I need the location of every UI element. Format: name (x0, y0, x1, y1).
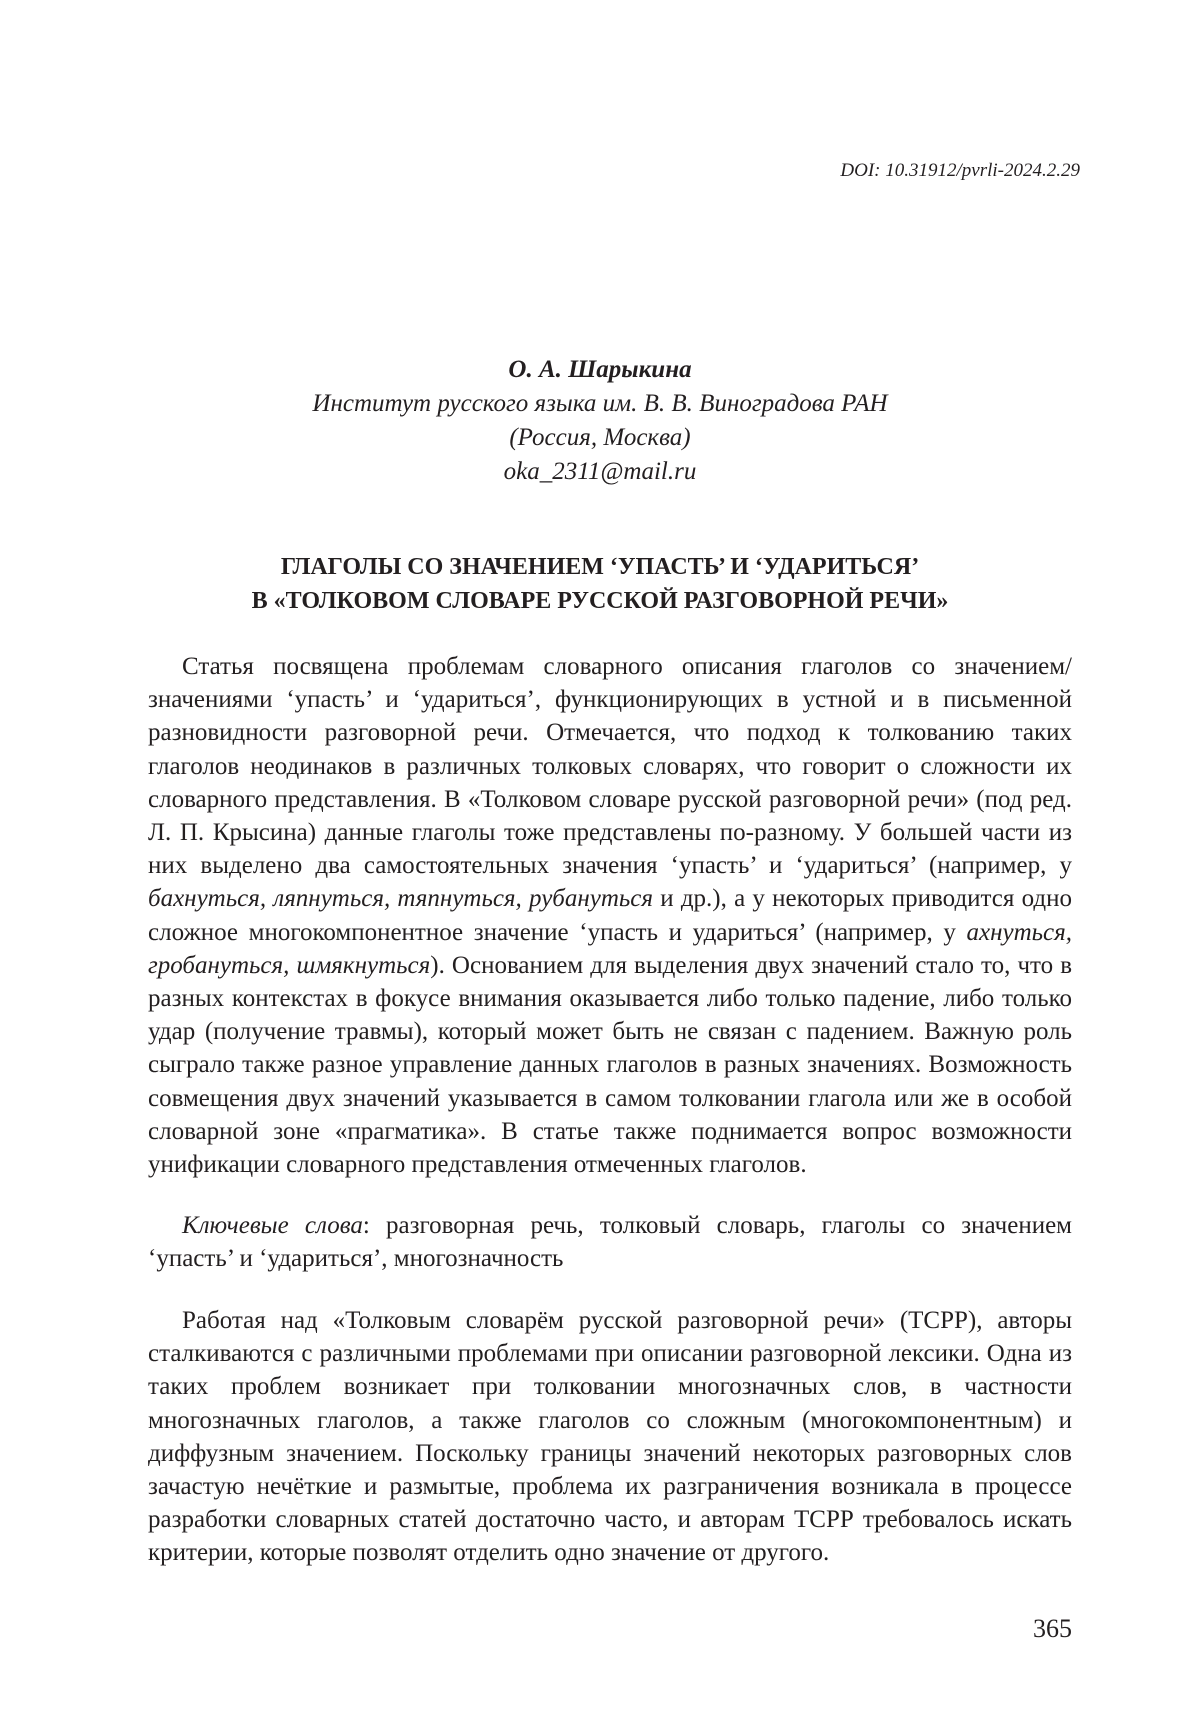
abstract-text-3: ). Основанием для выделения двух значений стало то, что в разных контекстах в фокусе внимания оказывается либо только падение, либо только удар (получение травмы), который может быть не связан с падением. Важную роль сыграло также разное управление данных глаголов в разных значениях. Возможность совмещения двух значений указывается в самом толковании глагола или же в особой словарной зоне «прагматика». В статье также поднимается вопрос возможности унификации словарного представления отмеченных глаголов. (148, 951, 1072, 1179)
keywords (148, 1209, 1072, 1275)
author-block (0, 353, 1200, 489)
author-location: (Россия, Москва) (509, 424, 691, 451)
author-institution: Институт русского языка им. В. В. Виноградова РАН (312, 390, 888, 417)
page-number: 365 (1033, 1614, 1072, 1643)
title-line-1: ГЛАГОЛЫ СО ЗНАЧЕНИЕМ ‘УПАСТЬ’ И ‘УДАРИТЬСЯ’ (280, 554, 920, 580)
abstract (148, 650, 1072, 1181)
doi-label: DOI: 10.31912/pvrli-2024.2.29 (840, 160, 1080, 181)
abstract-text-2: и др.), а у некоторых приводится одно сложное многокомпонентное значение ‘упасть и удариться’ (например, у (148, 885, 1072, 946)
abstract-text-1: Статья посвящена проблемам словарного описания глаголов со значением/значениями ‘упасть’ и ‘удариться’, функционирующих в устной и в письменной разновидности разговорной речи. Отмечается, что подход к толкованию таких глаголов неодинаков в различных толковых словарях, что говорит о сложности их словарного представления. В «Толковом словаре русской разговорной речи» (под ред. Л. П. Крысина) данные глаголы тоже представлены по-разному. У большей части из них выделено два самостоятельных значения ‘упасть’ и ‘удариться’ (например, у (148, 653, 1072, 880)
article-title (0, 550, 1200, 618)
abstract-paragraph (148, 650, 1072, 1181)
intro (148, 1304, 1072, 1570)
abstract-examples-1: бахнуться, ляпнуться, тяпнуться, рубануться (148, 885, 654, 913)
keywords-text: : разговорная речь, толковый словарь, глаголы со значением ‘упасть’ и ‘удариться’, многозначность (148, 1212, 1072, 1273)
author-name: О. А. Шарыкина (508, 356, 692, 383)
abstract-examples-2: ахнуться, гробануться, шмякнуться (148, 918, 1072, 979)
intro-paragraph: Работая над «Толковым словарём русской разговорной речи» (ТСРР), авторы сталкиваются с различными проблемами при описании разговорной лексики. Одна из таких проблем возникает при толковании многозначных слов, в частности многозначных глаголов, а также глаголов со сложным (многокомпонентным) и диффузным значением. Поскольку границы значений некоторых разговорных слов зачастую нечёткие и размытые, проблема их разграничения возникала в процессе разработки словарных статей достаточно часто, и авторам ТСРР требовалось искать критерии, которые позволят отделить одно значение от другого. (148, 1307, 1072, 1567)
keywords-label: Ключевые слова (182, 1212, 363, 1239)
keywords-paragraph (148, 1209, 1072, 1275)
author-email: oka_2311@mail.ru (503, 458, 697, 485)
title-line-2: В «ТОЛКОВОМ СЛОВАРЕ РУССКОЙ РАЗГОВОРНОЙ РЕЧИ» (251, 588, 949, 614)
